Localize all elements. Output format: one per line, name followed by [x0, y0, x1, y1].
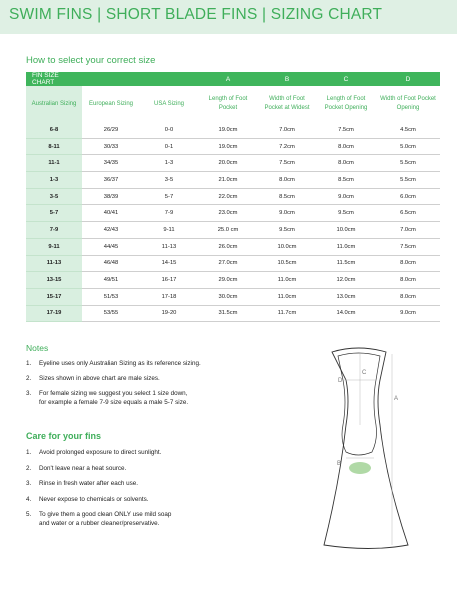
notes-heading: Notes [26, 343, 49, 353]
list-number: 2. [26, 375, 32, 382]
table-cell: 7-9 [140, 205, 198, 222]
list-number: 3. [26, 390, 32, 397]
table-row [26, 205, 440, 222]
table-cell: 44/45 [82, 238, 140, 255]
table-cell: 1-3 [140, 155, 198, 172]
list-item [26, 510, 326, 528]
table-cell: 12.0cm [316, 272, 376, 289]
table-cell: 8.0cm [376, 288, 440, 305]
table-cell: 4.5cm [376, 122, 440, 138]
table-cell: 53/55 [82, 305, 140, 322]
table-cell: 11-13 [26, 255, 82, 272]
table-cell: 25.0 cm [198, 222, 258, 239]
list-text: Eyeline uses only Australian Sizing as its reference sizing. [39, 360, 201, 367]
label-a: A [394, 396, 399, 402]
table-cell: 11.7cm [258, 305, 316, 322]
column-header: European Sizing [88, 100, 134, 107]
table-cell: 8.0cm [316, 138, 376, 155]
table-cell: 10.0cm [316, 222, 376, 239]
table-cell: 16-17 [140, 272, 198, 289]
table-cell: 20.0cm [198, 155, 258, 172]
table-cell: 26/29 [82, 122, 140, 138]
table-cell: 30.0cm [198, 288, 258, 305]
table-cell: 40/41 [82, 205, 140, 222]
table-row [26, 172, 440, 189]
list-text: For female sizing we suggest you select 1 size down, [39, 390, 188, 397]
table-cell: 31.5cm [198, 305, 258, 322]
table-cell: 14.0cm [316, 305, 376, 322]
list-item [26, 479, 326, 488]
list-item [26, 359, 326, 368]
table-cell: 5-7 [26, 205, 82, 222]
table-cell: 0-1 [140, 138, 198, 155]
table-row [26, 272, 440, 289]
table-cell: 17-19 [26, 305, 82, 322]
table-cell: 11.0cm [316, 238, 376, 255]
table-cell: 9.0cm [316, 188, 376, 205]
table-row [26, 222, 440, 239]
table-cell: 5.0cm [376, 138, 440, 155]
table-cell: 7.5cm [316, 122, 376, 138]
table-cell: 8.0cm [376, 272, 440, 289]
band-cell: C [316, 72, 376, 86]
page-title: SWIM FINS | SHORT BLADE FINS | SIZING CHART [9, 6, 383, 23]
notes-list [26, 359, 326, 413]
care-list [26, 448, 326, 535]
table-cell: 19.0cm [198, 122, 258, 138]
band-cell [140, 72, 198, 86]
table-cell: 17-18 [140, 288, 198, 305]
table-cell: 51/53 [82, 288, 140, 305]
table-cell: 22.0cm [198, 188, 258, 205]
table-cell: 21.0cm [198, 172, 258, 189]
table-cell: 49/51 [82, 272, 140, 289]
list-item [26, 448, 326, 457]
table-cell: 30/33 [82, 138, 140, 155]
care-heading: Care for your fins [26, 431, 102, 441]
table-cell: 6.5cm [376, 205, 440, 222]
table-cell: 9-11 [26, 238, 82, 255]
table-cell: 34/35 [82, 155, 140, 172]
table-cell: 38/39 [82, 188, 140, 205]
list-item [26, 495, 326, 504]
table-cell: 8.5cm [316, 172, 376, 189]
table-cell: 9.5cm [258, 222, 316, 239]
list-item [26, 374, 326, 383]
column-header: USA Sizing [153, 100, 184, 107]
table-cell: 8.5cm [258, 188, 316, 205]
table-row [26, 122, 440, 138]
table-row [26, 255, 440, 272]
table-cell: 8.0cm [258, 172, 316, 189]
table-cell: 10.5cm [258, 255, 316, 272]
table-cell: 0-0 [140, 122, 198, 138]
table-row [26, 138, 440, 155]
table-cell: 8-11 [26, 138, 82, 155]
fin-diagram [310, 340, 430, 555]
fin-size-table [26, 72, 440, 322]
section-title: How to select your correct size [26, 55, 156, 66]
table-cell: 5-7 [140, 188, 198, 205]
table-cell: 7.0cm [376, 222, 440, 239]
table-row [26, 288, 440, 305]
table-cell: 13-15 [26, 272, 82, 289]
table-row [26, 238, 440, 255]
table-cell: 36/37 [82, 172, 140, 189]
table-cell: 7.5cm [258, 155, 316, 172]
column-header: Length of Foot Pocket [208, 96, 248, 111]
table-cell: 3-5 [140, 172, 198, 189]
column-header: Australian Sizing [26, 86, 82, 122]
list-text-cont: for example a female 7-9 size equals a male 5-7 size. [39, 399, 189, 406]
list-number: 1. [26, 449, 32, 456]
table-cell: 7-9 [26, 222, 82, 239]
table-cell: 13.0cm [316, 288, 376, 305]
table-cell: 6-8 [26, 122, 82, 138]
list-text-cont: and water or a rubber cleaner/preservative. [39, 520, 160, 527]
table-cell: 11-1 [26, 155, 82, 172]
table-cell: 8.0cm [316, 155, 376, 172]
table-cell: 46/48 [82, 255, 140, 272]
table-cell: 27.0cm [198, 255, 258, 272]
table-cell: 14-15 [140, 255, 198, 272]
list-text: Don't leave near a heat source. [39, 464, 127, 472]
list-text: Never expose to chemicals or solvents. [39, 495, 149, 503]
list-number: 2. [26, 464, 32, 472]
band-cell: A [198, 72, 258, 86]
table-cell: 7.2cm [258, 138, 316, 155]
list-text: Avoid prolonged exposure to direct sunlight. [39, 449, 162, 456]
label-d: D [338, 378, 343, 384]
table-cell: 19.0cm [198, 138, 258, 155]
table-cell: 8.0cm [376, 255, 440, 272]
table-cell: 19-20 [140, 305, 198, 322]
list-text: Rinse in fresh water after each use. [39, 480, 139, 487]
fin-logo [349, 462, 371, 474]
table-band-row [26, 72, 440, 86]
table-cell: 6.0cm [376, 188, 440, 205]
table-cell: 26.0cm [198, 238, 258, 255]
table-cell: 15-17 [26, 288, 82, 305]
table-cell: 10.0cm [258, 238, 316, 255]
table-cell: 9.0cm [258, 205, 316, 222]
list-item [26, 464, 326, 473]
table-cell: 29.0cm [198, 272, 258, 289]
list-item [26, 389, 326, 407]
table-cell: 1-3 [26, 172, 82, 189]
table-cell: 7.0cm [258, 122, 316, 138]
table-cell: 11-13 [140, 238, 198, 255]
header-bar [0, 0, 457, 34]
list-number: 1. [26, 360, 32, 367]
table-cell: 11.0cm [258, 288, 316, 305]
list-number: 5. [26, 511, 32, 518]
table-cell: 7.5cm [376, 238, 440, 255]
column-header: Length of Foot Pocket Opening [324, 96, 368, 111]
band-cell: D [376, 72, 440, 86]
list-text: Sizes shown in above chart are male sizes. [39, 375, 160, 382]
table-cell: 9.5cm [316, 205, 376, 222]
table-cell: 42/43 [82, 222, 140, 239]
column-header: Width of Foot Pocket Opening [380, 96, 436, 111]
fin-blade-outline [324, 348, 408, 549]
table-row [26, 188, 440, 205]
column-header: Width of Foot Pocket at Widest [264, 96, 310, 111]
table-cell: 5.5cm [376, 155, 440, 172]
list-number: 4. [26, 495, 32, 503]
table-cell: 11.0cm [258, 272, 316, 289]
table-cell: 3-5 [26, 188, 82, 205]
band-cell: B [258, 72, 316, 86]
table-row [26, 155, 440, 172]
label-b: B [337, 461, 342, 467]
table-cell: 9.0cm [376, 305, 440, 322]
table-cell: 23.0cm [198, 205, 258, 222]
table-cell: 5.5cm [376, 172, 440, 189]
table-header-row [26, 86, 440, 122]
band-cell: FIN SIZE CHART [26, 72, 82, 86]
table-row [26, 305, 440, 322]
table-cell: 11.5cm [316, 255, 376, 272]
label-c: C [362, 370, 367, 376]
table-cell: 9-11 [140, 222, 198, 239]
list-number: 3. [26, 480, 32, 487]
list-text: To give them a good clean ONLY use mild soap [39, 511, 172, 518]
band-cell [82, 72, 140, 86]
